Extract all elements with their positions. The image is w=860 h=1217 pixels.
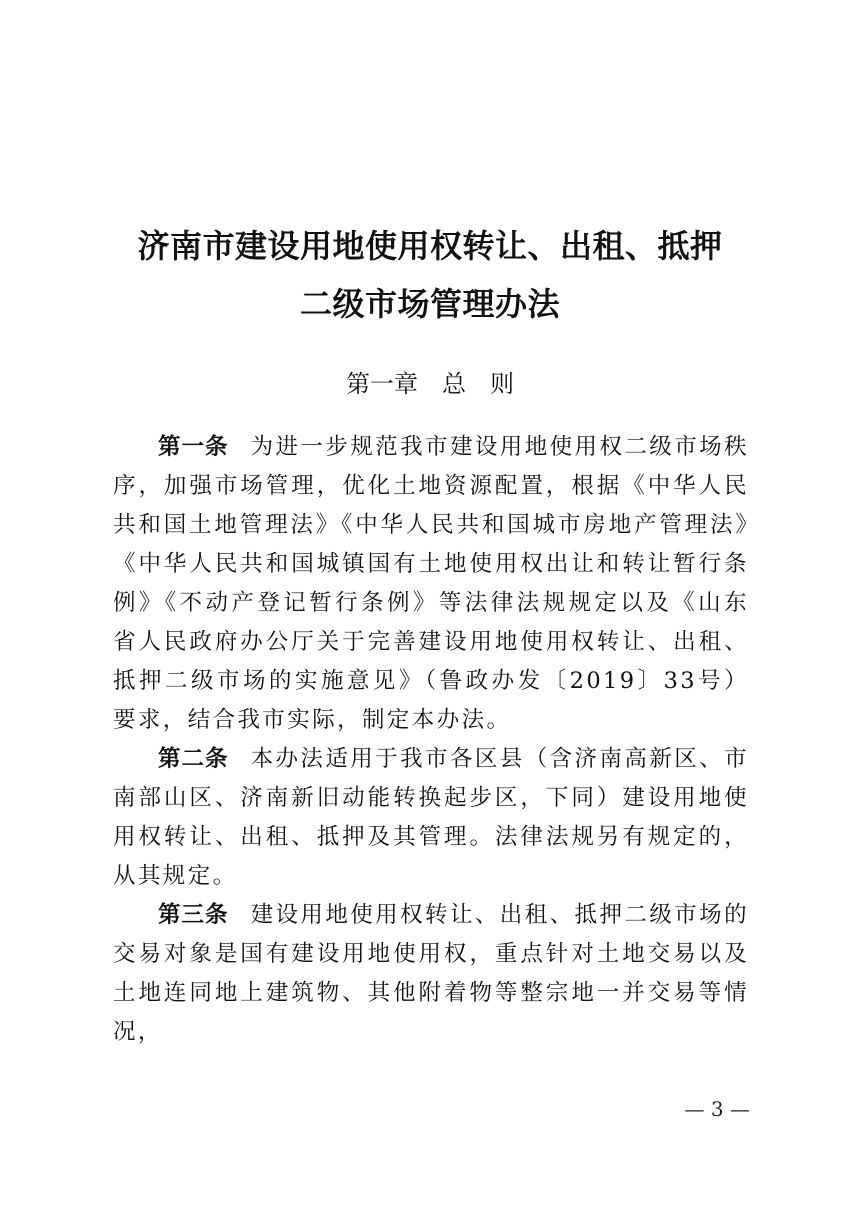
- chapter-heading: 第一章 总 则: [346, 370, 514, 398]
- article-3-text: 建设用地使用权转让、出租、抵押二级市场的交易对象是国有建设用地使用权，重点针对土地交易以及土地连同地上建筑物、其他附着物等整宗地一并交易等情况，: [113, 902, 749, 1045]
- article-1-text: 为进一步规范我市建设用地使用权二级市场秩序，加强市场管理，优化土地资源配置，根据《中华人民共和国土地管理法》《中华人民共和国城市房地产管理法》《中华人民共和国城镇国有土地使用权出让和转让暂行条例》《不动产登记暂行条例》等法律法规规定以及《山东省人民政府办公厅关于完善建设用地使用权转让、出租、抵押二级市场的实施意见》（鲁政办发〔2019〕33号）要求，结合我市实际，制定本办法。: [113, 434, 749, 733]
- article-3-label: 第三条: [158, 902, 229, 928]
- document-title-line-1: 济南市建设用地使用权转让、出租、抵押: [137, 227, 723, 265]
- document-title-line-2: 二级市场管理办法: [299, 285, 560, 323]
- article-2: [113, 740, 749, 896]
- article-2-text: 本办法适用于我市各区县（含济南高新区、市南部山区、济南新旧动能转换起步区，下同）建设用地使用权转让、出租、抵押及其管理。法律法规另有规定的，从其规定。: [113, 746, 749, 889]
- article-1-label: 第一条: [158, 434, 229, 460]
- page-number: — 3 —: [684, 1097, 750, 1121]
- article-1: [113, 428, 749, 740]
- article-2-label: 第二条: [158, 746, 229, 772]
- document-body: [113, 428, 749, 1052]
- article-3: [113, 896, 749, 1052]
